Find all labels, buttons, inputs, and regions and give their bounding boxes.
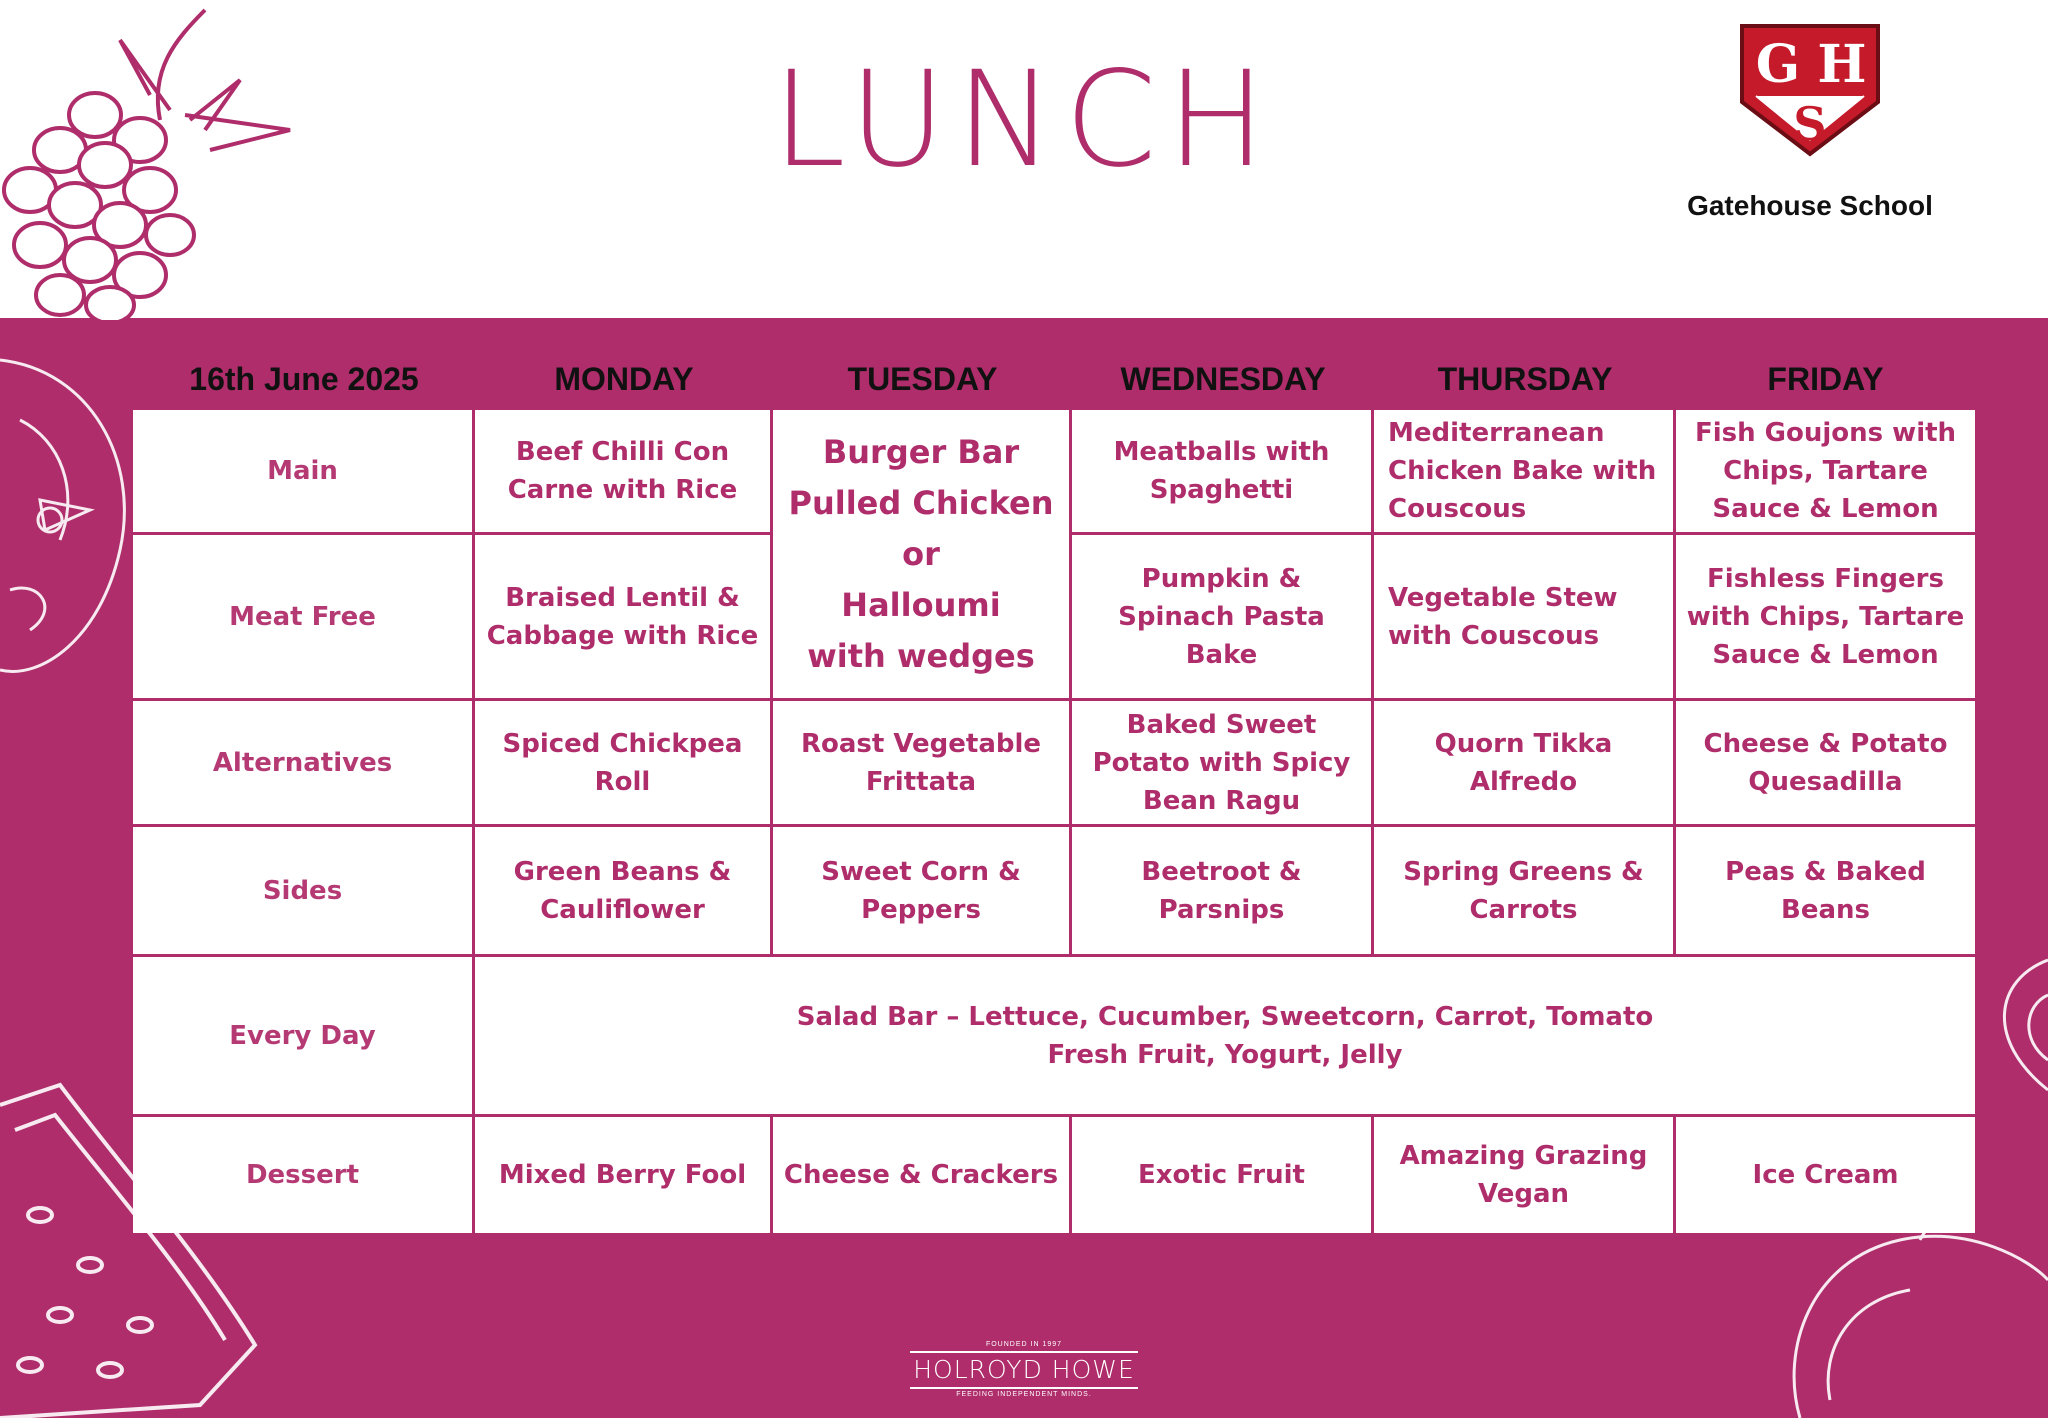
dessert-thursday: Amazing Grazing Vegan xyxy=(1374,1117,1676,1233)
day-header-monday: MONDAY xyxy=(554,361,694,397)
menu-week-date: 16th June 2025 xyxy=(189,361,419,397)
dessert-monday: Mixed Berry Fool xyxy=(475,1117,773,1233)
tomato-illustration xyxy=(0,340,140,700)
footer-founded: FOUNDED IN 1997 xyxy=(985,1341,1063,1348)
day-header-tuesday: TUESDAY xyxy=(847,361,998,397)
alternatives-monday: Spiced Chickpea Roll xyxy=(475,701,773,827)
sides-friday: Peas & Baked Beans xyxy=(1676,827,1975,957)
alternatives-thursday: Quorn Tikka Alfredo xyxy=(1374,701,1676,827)
sides-monday: Green Beans & Cauliflower xyxy=(475,827,773,957)
lunch-menu-table xyxy=(133,340,1975,1233)
day-header-wednesday: WEDNESDAY xyxy=(1120,361,1326,397)
row-label-alternatives: Alternatives xyxy=(133,701,475,827)
dessert-wednesday: Exotic Fruit xyxy=(1072,1117,1374,1233)
row-label-main: Main xyxy=(133,410,475,535)
footer-divider xyxy=(910,1387,1138,1389)
tuesday-main-line: with wedges xyxy=(807,636,1035,675)
day-header-thursday: THURSDAY xyxy=(1437,361,1613,397)
school-crest-logo xyxy=(1738,22,1882,158)
day-header-friday: FRIDAY xyxy=(1767,361,1884,397)
alternatives-friday: Cheese & Potato Quesadilla xyxy=(1676,701,1975,827)
alternatives-tuesday: Roast Vegetable Frittata xyxy=(773,701,1072,827)
dessert-tuesday: Cheese & Crackers xyxy=(773,1117,1072,1233)
footer-tagline: FEEDING INDEPENDENT MINDS. xyxy=(956,1391,1092,1398)
lemon-illustration xyxy=(1975,950,2048,1110)
meat-free-friday: Fishless Fingers with Chips, Tartare Sauce & Lemon xyxy=(1676,535,1975,701)
tuesday-main-combined xyxy=(773,410,1072,701)
meat-free-monday: Braised Lentil & Cabbage with Rice xyxy=(475,535,773,701)
row-label-dessert: Dessert xyxy=(133,1117,475,1233)
alternatives-wednesday: Baked Sweet Potato with Spicy Bean Ragu xyxy=(1072,701,1374,827)
tuesday-main-line: or xyxy=(902,534,940,573)
svg-text:G: G xyxy=(1755,34,1801,95)
svg-text:S: S xyxy=(1793,97,1827,151)
sides-wednesday: Beetroot & Parsnips xyxy=(1072,827,1374,957)
sides-tuesday: Sweet Corn & Peppers xyxy=(773,827,1072,957)
main-thursday: Mediterranean Chicken Bake with Couscous xyxy=(1374,410,1676,535)
main-monday: Beef Chilli Con Carne with Rice xyxy=(475,410,773,535)
every-day-items xyxy=(475,957,1975,1117)
row-label-meat-free: Meat Free xyxy=(133,535,475,701)
tuesday-main-line: Halloumi xyxy=(841,585,1001,624)
meat-free-thursday: Vegetable Stew with Couscous xyxy=(1374,535,1676,701)
tuesday-main-line: Burger Bar xyxy=(822,432,1020,471)
holroyd-howe-logo xyxy=(900,1340,1148,1400)
tuesday-main-line: Pulled Chicken xyxy=(788,483,1054,522)
footer-divider xyxy=(910,1351,1138,1353)
every-day-line: Salad Bar – Lettuce, Cucumber, Sweetcorn, Carrot, Tomato xyxy=(796,1001,1654,1032)
school-name: Gatehouse School xyxy=(1687,190,1933,221)
main-friday: Fish Goujons with Chips, Tartare Sauce & Lemon xyxy=(1676,410,1975,535)
row-label-sides: Sides xyxy=(133,827,475,957)
svg-text:H: H xyxy=(1817,34,1867,95)
main-wednesday: Meatballs with Spaghetti xyxy=(1072,410,1374,535)
page-title: LUNCH xyxy=(772,43,1276,197)
meat-free-wednesday: Pumpkin & Spinach Pasta Bake xyxy=(1072,535,1374,701)
row-label-every-day: Every Day xyxy=(133,957,475,1117)
sides-thursday: Spring Greens & Carrots xyxy=(1374,827,1676,957)
dessert-friday: Ice Cream xyxy=(1676,1117,1975,1233)
footer-brand: HOLROYD HOWE xyxy=(913,1355,1135,1384)
every-day-line: Fresh Fruit, Yogurt, Jelly xyxy=(1047,1039,1403,1070)
